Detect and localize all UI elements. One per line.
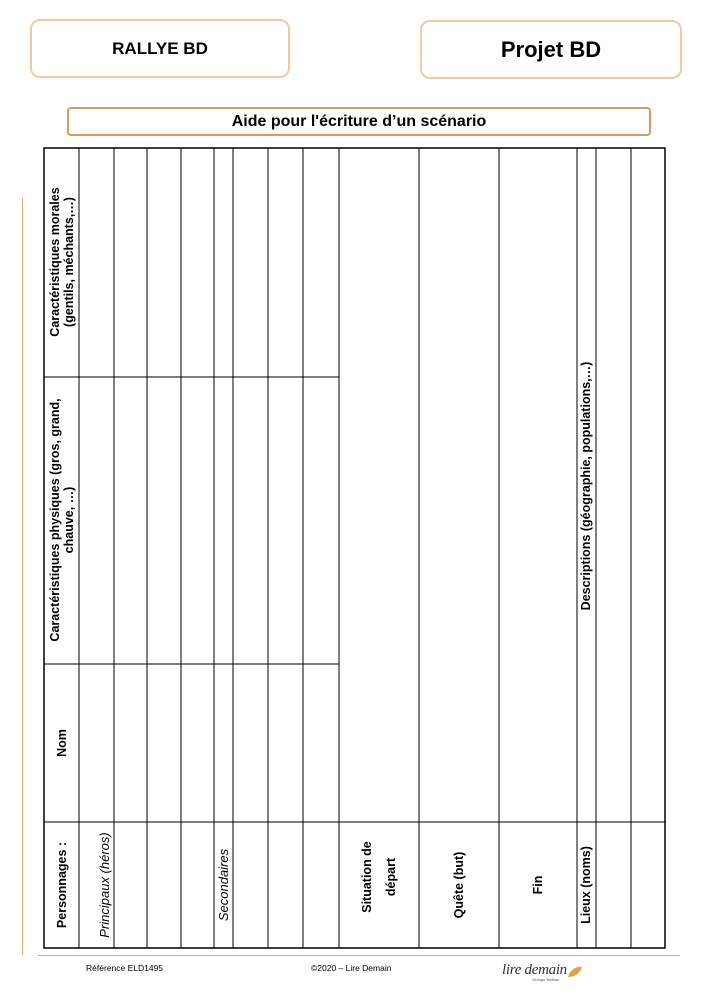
reference-text: Référence ELD1495 [86, 963, 164, 973]
leaf-icon [567, 965, 583, 979]
situation-line1: Situation de [360, 841, 374, 913]
rallye-bd-title: RALLYE BD [112, 38, 208, 58]
logo-subtext: Groupe Nathan [532, 977, 560, 982]
nom-header: Nom [55, 729, 69, 757]
personnages-label: Personnages : [55, 841, 69, 929]
morales-header [48, 187, 76, 336]
logo-text: lire demain [502, 962, 567, 978]
physiques-header [48, 398, 76, 641]
copyright-text: ©2020 – Lire Demain [311, 963, 392, 973]
physiques-header-line1: Caractéristiques physiques (gros, grand, [48, 398, 62, 642]
fin-label: Fin [531, 875, 545, 895]
secondaires-label: Secondaires [216, 848, 231, 922]
table-lines [44, 148, 665, 948]
principaux-label: Principaux (héros) [97, 832, 112, 938]
descriptions-header: Descriptions (géographie, populations,…) [579, 361, 593, 611]
lieux-label: Lieux (noms) [579, 846, 593, 924]
footer-rule [38, 955, 680, 956]
morales-header-line2: (gentils, méchants,…) [62, 197, 76, 327]
quete-label: Quête (but) [452, 851, 466, 919]
situation-label [360, 841, 398, 913]
morales-header-line1: Caractéristiques morales [48, 187, 62, 337]
subtitle-text: Aide pour l'écriture d’un scénario [231, 112, 487, 130]
situation-line2: départ [384, 857, 398, 897]
table-border [44, 148, 665, 948]
projet-bd-title: Projet BD [500, 36, 602, 62]
physiques-header-line2: chauve, …) [62, 486, 76, 554]
lire-demain-logo [502, 962, 583, 982]
